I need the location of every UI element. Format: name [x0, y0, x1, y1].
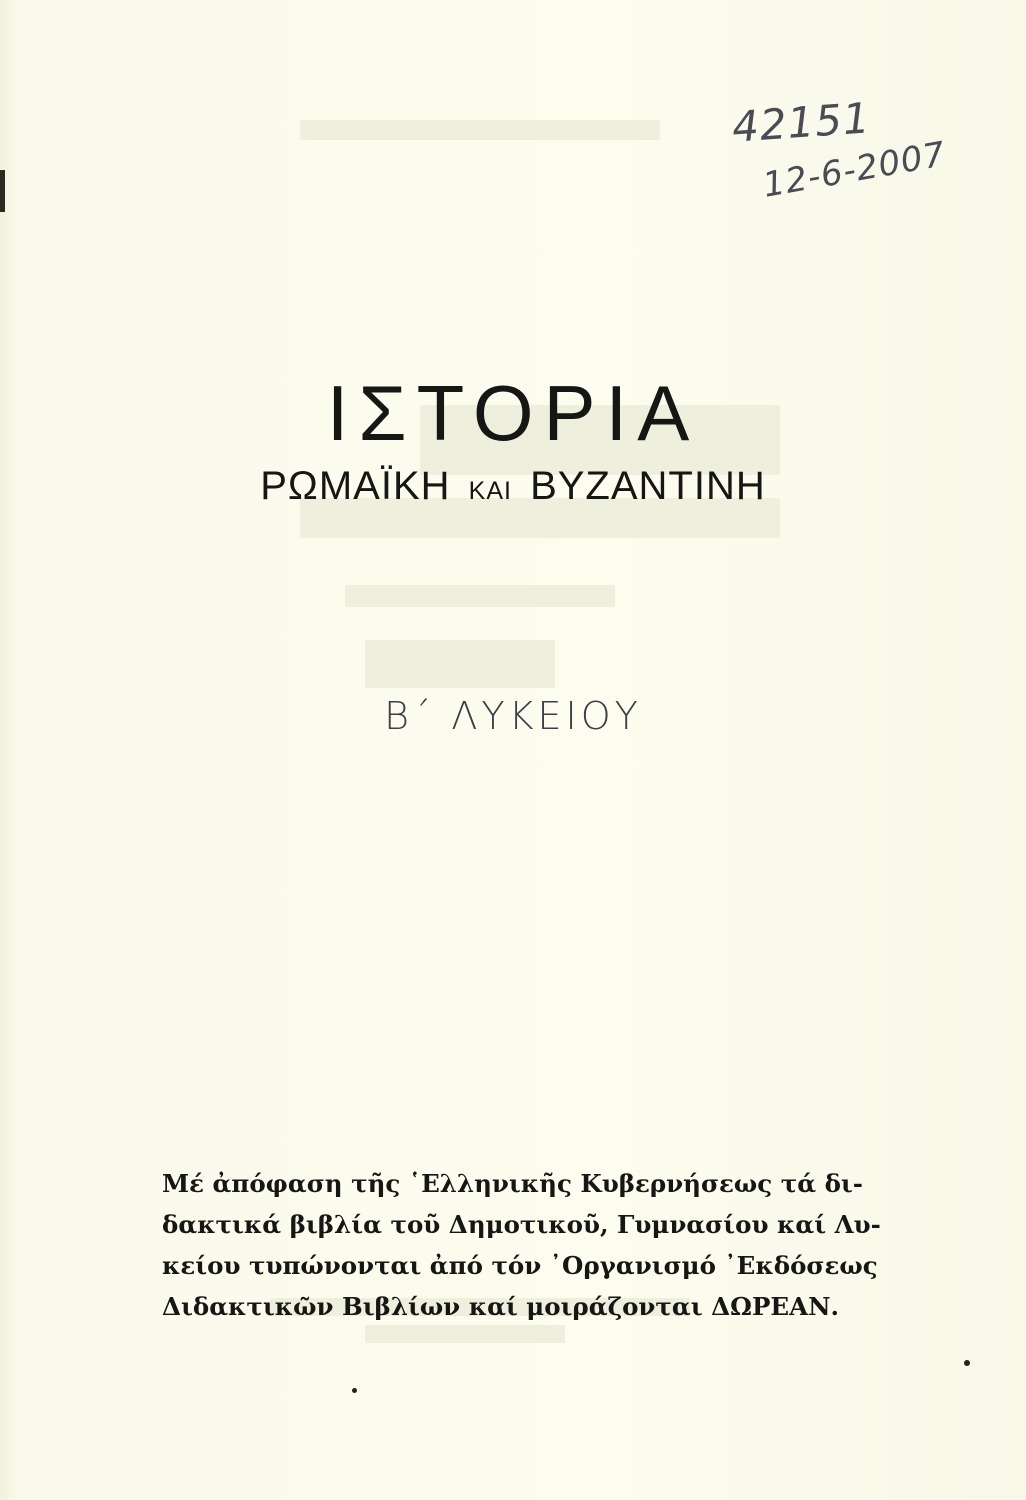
ink-speck	[964, 1360, 970, 1366]
notice-line: Μέ ἀπόφαση τῆς ῾Ελληνικῆς Κυβερνήσεως τά δι-	[162, 1169, 863, 1198]
book-subtitle	[0, 464, 1026, 509]
bleed-through-mark	[300, 120, 660, 140]
handwritten-class-label: Β΄ ΛΥΚΕΙΟΥ	[384, 694, 642, 738]
ink-speck	[352, 1388, 357, 1393]
subtitle-part-1: ΡΩΜΑΪΚΗ	[260, 464, 451, 508]
notice-line: Διδακτικῶν Βιβλίων καί μοιράζονται ΔΩΡΕΑΝ.	[162, 1292, 840, 1321]
notice-line: κείου τυπώνονται ἀπό τόν ᾿Οργανισμό ᾿Εκδόσεως	[162, 1251, 878, 1280]
subtitle-part-2: ΒΥΖΑΝΤΙΝΗ	[530, 464, 766, 508]
subtitle-connector: ΚΑΙ	[468, 477, 512, 505]
bleed-through-mark	[365, 640, 555, 688]
binding-edge-mark	[0, 170, 5, 212]
free-distribution-notice	[162, 1163, 881, 1327]
book-title: ΙΣΤΟΡΙΑ	[326, 369, 700, 457]
handwritten-date: 12-6-2007	[759, 134, 950, 206]
bleed-through-mark	[345, 585, 615, 607]
handwritten-catalog-number: 42151	[730, 93, 873, 152]
notice-line: δακτικά βιβλία τοῦ Δημοτικοῦ, Γυμνασίου καί Λυ-	[162, 1210, 881, 1239]
bleed-through-mark	[365, 1325, 565, 1343]
